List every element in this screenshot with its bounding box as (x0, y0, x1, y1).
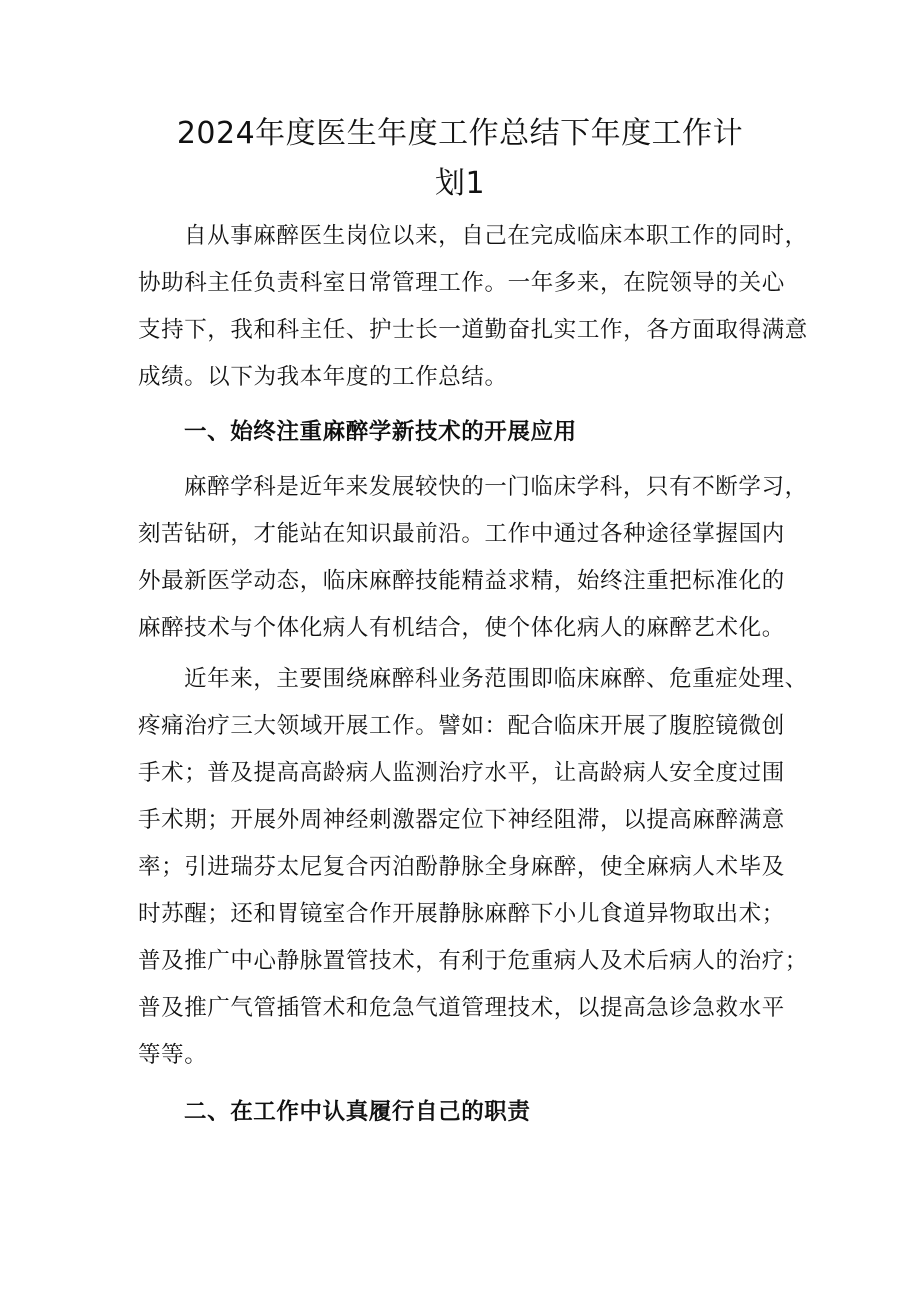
paragraph-2-line-7: 普及推广中心静脉置管技术，有利于危重病人及术后病人的治疗； (138, 948, 808, 974)
document-title-line-2: 划1 (434, 166, 486, 201)
paragraph-2-line-5: 率；引进瑞芬太尼复合丙泊酚静脉全身麻醉，使全麻病人术毕及 (138, 854, 785, 880)
paragraph-2-line-8: 普及推广气管插管术和危急气道管理技术，以提高急诊急救水平 (138, 995, 785, 1021)
paragraph-intro-line-2: 协助科主任负责科室日常管理工作。一年多来，在院领导的关心 (138, 270, 785, 296)
paragraph-1-line-2: 刻苦钻研，才能站在知识最前沿。工作中通过各种途径掌握国内 (138, 521, 785, 547)
paragraph-intro-line-3: 支持下，我和科主任、护士长一道勤奋扎实工作，各方面取得满意 (138, 317, 808, 343)
paragraph-2-line-6: 时苏醒；还和胃镜室合作开展静脉麻醉下小儿食道异物取出术； (138, 901, 785, 927)
paragraph-2-line-1: 近年来，主要围绕麻醉科业务范围即临床麻醉、危重症处理、 (184, 666, 808, 692)
paragraph-1-line-1: 麻醉学科是近年来发展较快的一门临床学科，只有不断学习， (184, 474, 808, 500)
paragraph-1-line-4: 麻醉技术与个体化病人有机结合，使个体化病人的麻醉艺术化。 (138, 615, 785, 641)
paragraph-intro-line-4: 成绩。以下为我本年度的工作总结。 (138, 364, 508, 390)
paragraph-intro-line-1: 自从事麻醉医生岗位以来，自己在完成临床本职工作的同时， (184, 223, 808, 249)
paragraph-2-line-3: 手术；普及提高高龄病人监测治疗水平，让高龄病人安全度过围 (138, 760, 785, 786)
paragraph-1-line-3: 外最新医学动态，临床麻醉技能精益求精，始终注重把标准化的 (138, 568, 785, 594)
section-heading-1: 一、始终注重麻醉学新技术的开展应用 (184, 419, 577, 445)
document-title-line-1: 2024年度医生年度工作总结下年度工作计 (176, 116, 744, 151)
paragraph-2-line-9: 等等。 (138, 1042, 208, 1068)
paragraph-2-line-2: 疼痛治疗三大领域开展工作。譬如：配合临床开展了腹腔镜微创 (138, 713, 785, 739)
section-heading-2: 二、在工作中认真履行自己的职责 (184, 1099, 531, 1125)
paragraph-2-line-4: 手术期；开展外周神经刺激器定位下神经阻滞，以提高麻醉满意 (138, 807, 785, 833)
